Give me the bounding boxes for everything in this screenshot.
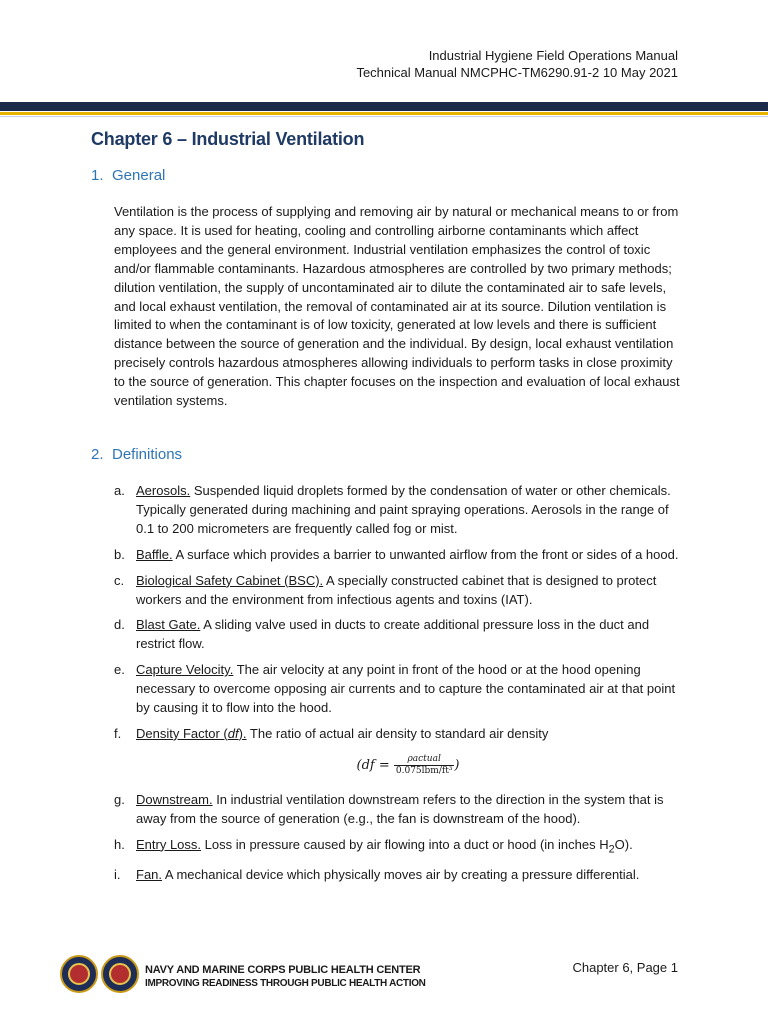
definition-text: The air velocity at any point in front of the hood or at the hood opening necessary to overcome opposing air currents and to capture the contaminated air at that point by causing it to flow into the hood. [136,662,676,716]
definition-item [114,546,680,565]
definitions-list [114,482,680,892]
definition-item [114,572,680,610]
section-heading-definitions [91,446,182,463]
section-heading-general [91,167,165,184]
formula-fraction [394,754,455,777]
term-variable: df [227,725,239,741]
header-manual-title: Industrial Hygiene Field Operations Manual [428,48,678,63]
definition-text: A specially constructed cabinet that is designed to protect workers and the environment from infectious agents and toxins (IAT). [136,572,657,607]
general-paragraph: Ventilation is the process of supplying and removing air by natural or mechanical means to or from any space. It is used for heating, cooling and controlling airborne contaminants which affect employees and the general environment. Industrial ventilation emphasizes the control of toxic and/or flammable contaminants. Hazardous atmospheres are controlled by two primary methods; dilution ventilation, the supply of uncontaminated air to dilute the contaminated air to safe levels, and local exhaust ventilation, the removal of contaminated air at its source. Dilution ventilation is limited to when the contaminant is of low toxicity, generated at low levels and there is sufficient distance between the source of generation and the individual. By design, local exhaust ventilation precisely controls hazardous atmospheres allowing individuals to perform tasks in close proximity to the source of generation. This chapter focuses on the inspection and evaluation of local exhaust ventilation systems. [114,204,680,409]
definition-term: Biological Safety Cabinet (BSC). [136,572,324,588]
formula-numerator: ρactual [394,754,455,766]
formula-close-paren: ) [454,757,460,773]
definition-term: Entry Loss. [136,836,202,852]
footer-tagline: IMPROVING READINESS THROUGH PUBLIC HEALTH ACTION [145,978,426,989]
definition-term [136,726,247,741]
page-header [356,47,678,81]
density-factor-formula [136,754,680,777]
definition-item [114,791,680,829]
formula-open-paren: ( [356,757,362,773]
definition-item [114,661,680,718]
formula-equals: = [374,757,394,773]
footer-org-name: NAVY AND MARINE CORPS PUBLIC HEALTH CENTER [145,964,421,976]
definition-term: Capture Velocity. [136,662,234,678]
definition-item [114,725,680,777]
seal-emblem [68,963,90,985]
item-letter: g. [114,791,125,807]
definition-text-after: O). [614,836,633,852]
definition-item [114,866,680,885]
public-health-seal-logo [101,955,139,993]
seal-emblem [109,963,131,985]
formula-lhs: df [361,757,375,773]
item-letter: f. [114,725,122,741]
definition-term: Downstream. [136,791,213,807]
item-letter: i. [114,867,121,883]
section-title: General [112,167,166,184]
formula-denominator: 0.075lbm/ft³ [395,765,453,776]
definition-text: A surface which provides a barrier to unwanted airflow from the front or sides of a hood. [172,546,679,562]
header-manual-number: Technical Manual NMCPHC-TM6290.91-2 10 May 2021 [356,65,678,80]
item-letter: h. [114,836,125,852]
chapter-title: Chapter 6 – Industrial Ventilation [91,129,365,149]
definition-text-before: Loss in pressure caused by air flowing into a duct or hood (in inches H [201,836,609,852]
term-prefix: Density Factor ( [136,725,228,741]
header-rule-gold [0,112,768,115]
section-number: 2. [91,446,104,463]
subscript: 2 [608,843,615,856]
definition-text: In industrial ventilation downstream refers to the direction in the system that is away from the source of generation (e.g., the fan is downstream of the hood). [136,791,664,826]
item-letter: a. [114,483,125,498]
term-suffix: ). [238,725,247,741]
definition-term: Blast Gate. [136,617,201,633]
definition-text: The ratio of actual air density to standard air density [246,725,549,741]
item-letter: b. [114,546,125,562]
definition-text: Suspended liquid droplets formed by the condensation of water or other chemicals. Typically generated during machining and paint spraying operations. Aerosols in the range of 0.1 to 200 micrometers are frequently called fog or mist. [136,483,671,536]
item-letter: c. [114,572,125,588]
section-number: 1. [91,167,104,184]
item-letter: e. [114,662,125,678]
definition-term: Baffle. [136,546,173,562]
definition-item [114,616,680,654]
header-rule-navy [0,102,768,111]
definition-term: Aerosols. [136,483,191,498]
definition-item [114,482,680,539]
definition-text: A sliding valve used in ducts to create additional pressure loss in the duct and restrict flow. [136,617,650,652]
section-title: Definitions [112,446,183,463]
item-letter: d. [114,617,125,633]
navy-seal-logo [60,955,98,993]
page-number: Chapter 6, Page 1 [572,960,678,975]
definition-term: Fan. [136,867,163,883]
definition-text: A mechanical device which physically moves air by creating a pressure differential. [162,867,640,883]
definition-item [114,836,680,860]
header-rule-light [0,116,768,117]
